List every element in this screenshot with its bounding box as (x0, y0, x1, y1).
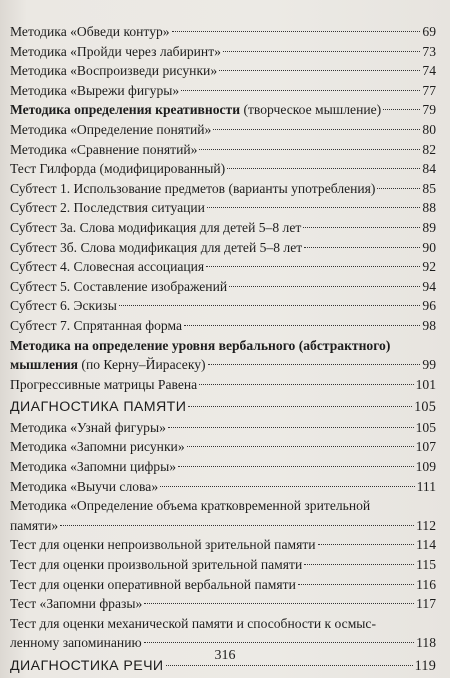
dot-leader (223, 51, 420, 52)
entry-page: 80 (422, 121, 436, 137)
entry-title: Методика «Сравнение понятий» (10, 141, 198, 157)
entry-title: Тест для оценки оперативной вербальной памяти (10, 576, 296, 592)
entry-page: 94 (422, 278, 436, 294)
dot-leader (166, 665, 413, 666)
entry-page: 112 (416, 517, 436, 533)
toc-entry (10, 437, 436, 457)
entry-title-line1: Методика на определение уровня вербального (абстрактного) (10, 337, 391, 353)
toc-entry (10, 535, 436, 555)
entry-title: Методика «Запомни цифры» (10, 459, 177, 475)
entry-page: 105 (414, 399, 436, 416)
dot-leader (119, 305, 420, 306)
toc-entry (10, 159, 436, 179)
toc-entry (10, 42, 436, 62)
dot-leader (60, 525, 414, 526)
entry-page: 98 (422, 317, 436, 333)
entry-title: Тест для оценки произвольной зрительной памяти (10, 557, 303, 573)
entry-title: Методика «Воспроизведи рисунки» (10, 63, 218, 79)
toc-section-heading (10, 398, 436, 418)
entry-title: Субтест 3б. Слова модификация для детей 5–8 лет (10, 239, 303, 255)
toc-entry (10, 477, 436, 497)
page-number: 316 (214, 648, 236, 663)
toc-entry (10, 22, 436, 42)
entry-title-cont: ленному запоминанию (10, 635, 142, 651)
entry-page: 73 (422, 43, 436, 59)
entry-title: Субтест 5. Составление изображений (10, 278, 228, 294)
entry-title-bold: мышления (10, 357, 79, 373)
toc-entry (10, 575, 436, 595)
dot-leader (199, 384, 413, 385)
entry-title: Методика «Выучи слова» (10, 478, 159, 494)
entry-title-line2 (10, 516, 436, 536)
dot-leader (172, 31, 421, 32)
toc-entry (10, 316, 436, 336)
toc-entry (10, 277, 436, 297)
entry-page: 116 (416, 576, 436, 592)
dot-leader (181, 90, 420, 91)
entry-page: 105 (415, 419, 436, 435)
dot-leader (208, 364, 421, 365)
toc-entry (10, 140, 436, 160)
toc-entry (10, 457, 436, 477)
entry-page: 107 (415, 439, 436, 455)
dot-leader (144, 603, 414, 604)
entry-title-line1: Методика «Определение объема кратковременной зрительной (10, 498, 371, 514)
entry-title (10, 100, 381, 120)
section-title: ДИАГНОСТИКА ПАМЯТИ (10, 399, 187, 416)
section-title: ДИАГНОСТИКА РЕЧИ (10, 658, 164, 674)
toc-entry (10, 179, 436, 199)
toc-entry (10, 81, 436, 101)
entry-page: 111 (416, 478, 436, 494)
dot-leader (229, 286, 420, 287)
toc-entry (10, 594, 436, 614)
entry-title-line1: Тест для оценки механической памяти и способности к осмыс- (10, 615, 376, 631)
toc-entry (10, 555, 436, 575)
toc-entry (10, 418, 436, 438)
entry-title: Тест «Запомни фразы» (10, 596, 143, 612)
toc-entry (10, 218, 436, 238)
dot-leader (383, 109, 420, 110)
entry-page: 117 (416, 596, 436, 612)
entry-title: Тест для оценки непроизвольной зрительной памяти (10, 537, 316, 553)
entry-page: 69 (422, 24, 436, 39)
dot-leader (160, 486, 414, 487)
dot-leader (303, 227, 420, 228)
entry-title: Субтест 1. Использование предметов (варианты употребления) (10, 180, 376, 196)
entry-page: 85 (422, 180, 436, 196)
entry-page: 109 (415, 459, 436, 475)
dot-leader (168, 427, 414, 428)
dot-leader (213, 129, 420, 130)
entry-page: 82 (422, 141, 436, 157)
dot-leader (184, 325, 420, 326)
dot-leader (188, 406, 412, 407)
toc-entry (10, 296, 436, 316)
entry-page: 96 (422, 298, 436, 314)
dot-leader (298, 584, 414, 585)
dot-leader (304, 564, 414, 565)
entry-title-cont: памяти» (10, 517, 59, 533)
toc-entry-multiline (10, 336, 436, 375)
entry-page: 92 (422, 259, 436, 275)
entry-title: Субтест 2. Последствия ситуации (10, 200, 205, 216)
entry-title: Методика «Вырежи фигуры» (10, 82, 180, 98)
entry-title-line2 (10, 355, 436, 375)
toc-entry (10, 198, 436, 218)
entry-title: Методика «Обведи контур» (10, 24, 170, 39)
toc-entry (10, 257, 436, 277)
entry-title: Прогрессивные матрицы Равена (10, 376, 198, 392)
entry-title: Субтест 7. Спрятанная форма (10, 317, 183, 333)
dot-leader (144, 642, 414, 643)
toc-entry-multiline (10, 496, 436, 535)
dot-leader (304, 247, 420, 248)
entry-title-bold: Методика определения креативности (10, 102, 241, 118)
entry-title: Субтест 3а. Слова модификация для детей 5–8 лет (10, 219, 302, 235)
dot-leader (187, 446, 414, 447)
entry-page: 114 (416, 537, 436, 553)
toc-entry (10, 238, 436, 258)
table-of-contents (10, 22, 436, 677)
dot-leader (199, 149, 420, 150)
toc-entry (10, 120, 436, 140)
entry-page: 99 (422, 357, 436, 373)
entry-title-rest: (творческое мышление) (240, 102, 382, 118)
entry-title: Методика «Запомни рисунки» (10, 439, 185, 455)
entry-title: Тест Гилфорда (модифицированный) (10, 161, 226, 177)
dot-leader (318, 544, 415, 545)
entry-page: 74 (422, 63, 436, 79)
entry-page: 101 (415, 376, 436, 392)
toc-entry (10, 375, 436, 395)
entry-title: Методика «Определение понятий» (10, 121, 212, 137)
entry-page: 77 (422, 82, 436, 98)
dot-leader (178, 466, 414, 467)
entry-page: 115 (416, 557, 436, 573)
dot-leader (227, 168, 420, 169)
dot-leader (206, 266, 420, 267)
toc-entry (10, 100, 436, 120)
entry-title: Методика «Пройди через лабиринт» (10, 43, 221, 59)
dot-leader (207, 207, 420, 208)
entry-title-rest: (по Керну–Йирасеку) (78, 357, 206, 373)
entry-title: Методика «Узнай фигуры» (10, 419, 166, 435)
dot-leader (219, 70, 420, 71)
entry-title: Субтест 6. Эскизы (10, 298, 117, 314)
entry-page: 90 (422, 239, 436, 255)
entry-page: 79 (422, 102, 436, 118)
toc-entry (10, 61, 436, 81)
entry-page: 89 (422, 219, 436, 235)
entry-page: 118 (416, 635, 436, 651)
entry-page: 119 (414, 658, 436, 674)
dot-leader (377, 188, 420, 189)
entry-title: Субтест 4. Словесная ассоциация (10, 259, 205, 275)
entry-page: 84 (422, 161, 436, 177)
entry-page: 88 (422, 200, 436, 216)
